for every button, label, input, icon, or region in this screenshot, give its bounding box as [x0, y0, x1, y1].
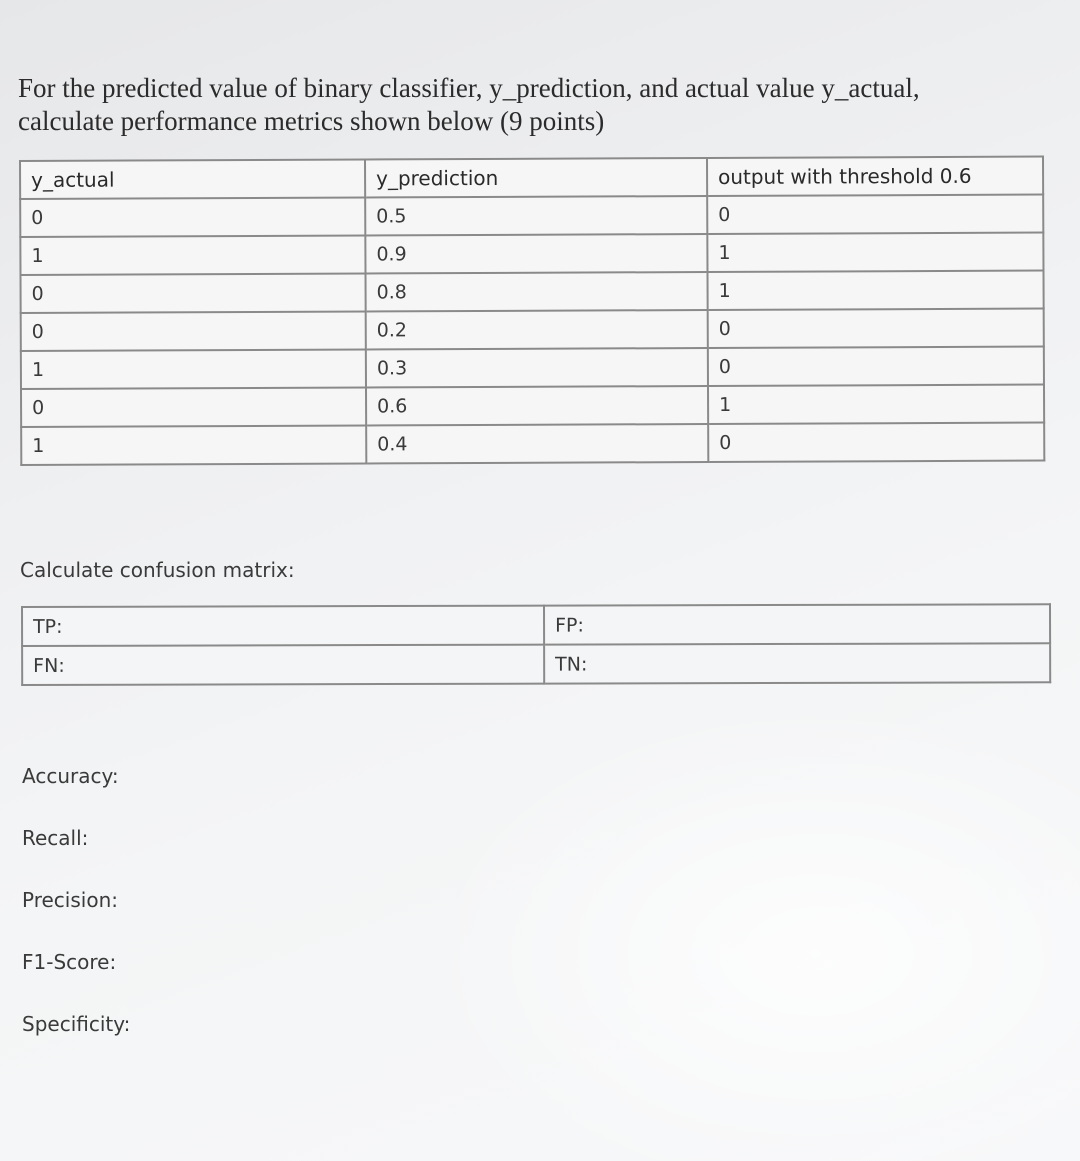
cell-y-actual: 0	[21, 273, 366, 313]
cell-y-actual: 1	[21, 425, 366, 465]
table-header-row	[20, 157, 1043, 199]
tn-cell[interactable]: TN:	[544, 643, 1050, 683]
cell-y-prediction: 0.5	[365, 196, 707, 235]
table-row	[21, 385, 1044, 427]
confusion-row-positive	[22, 604, 1050, 646]
header-output-threshold: output with threshold 0.6	[707, 157, 1043, 196]
cell-y-prediction: 0.8	[365, 272, 707, 311]
header-y-actual: y_actual	[20, 159, 365, 199]
precision-label: Precision:	[22, 888, 118, 912]
cell-y-actual: 0	[21, 387, 366, 427]
question-line-1: For the predicted value of binary classifier, y_prediction, and actual value y_actual,	[18, 73, 920, 103]
question-text	[18, 72, 1018, 138]
confusion-row-negative	[22, 643, 1050, 685]
cell-y-actual: 0	[21, 311, 366, 351]
fp-cell[interactable]: FP:	[544, 604, 1050, 644]
confusion-matrix-label: Calculate confusion matrix:	[20, 558, 295, 582]
table-row	[20, 233, 1043, 275]
cell-y-prediction: 0.9	[365, 234, 707, 273]
cell-y-actual: 0	[20, 197, 365, 237]
fn-cell[interactable]: FN:	[22, 645, 544, 685]
accuracy-label: Accuracy:	[22, 764, 119, 788]
cell-output: 0	[708, 347, 1044, 386]
recall-label: Recall:	[22, 826, 89, 850]
table-row	[20, 195, 1043, 237]
cell-output: 1	[707, 233, 1043, 272]
cell-output: 1	[707, 271, 1043, 310]
confusion-matrix-table	[21, 603, 1051, 686]
table-row	[21, 423, 1044, 465]
table-row	[21, 271, 1044, 313]
table-row	[21, 347, 1044, 389]
cell-y-prediction: 0.3	[366, 348, 708, 387]
question-line-2: calculate performance metrics shown below (9 points)	[18, 106, 605, 136]
cell-output: 1	[708, 385, 1044, 424]
cell-y-prediction: 0.2	[366, 310, 708, 349]
cell-y-prediction: 0.6	[366, 386, 708, 425]
cell-y-actual: 1	[21, 349, 366, 389]
screen-glare	[420, 700, 1080, 1161]
cell-y-actual: 1	[20, 235, 365, 275]
tp-cell[interactable]: TP:	[22, 606, 544, 646]
table-row	[21, 309, 1044, 351]
specificity-label: Specificity:	[22, 1012, 131, 1036]
cell-output: 0	[708, 423, 1044, 462]
f1-score-label: F1-Score:	[22, 950, 117, 974]
classifier-data-table	[19, 156, 1045, 466]
cell-output: 0	[708, 309, 1044, 348]
header-y-prediction: y_prediction	[365, 158, 707, 197]
cell-y-prediction: 0.4	[366, 424, 708, 463]
cell-output: 0	[707, 195, 1043, 234]
